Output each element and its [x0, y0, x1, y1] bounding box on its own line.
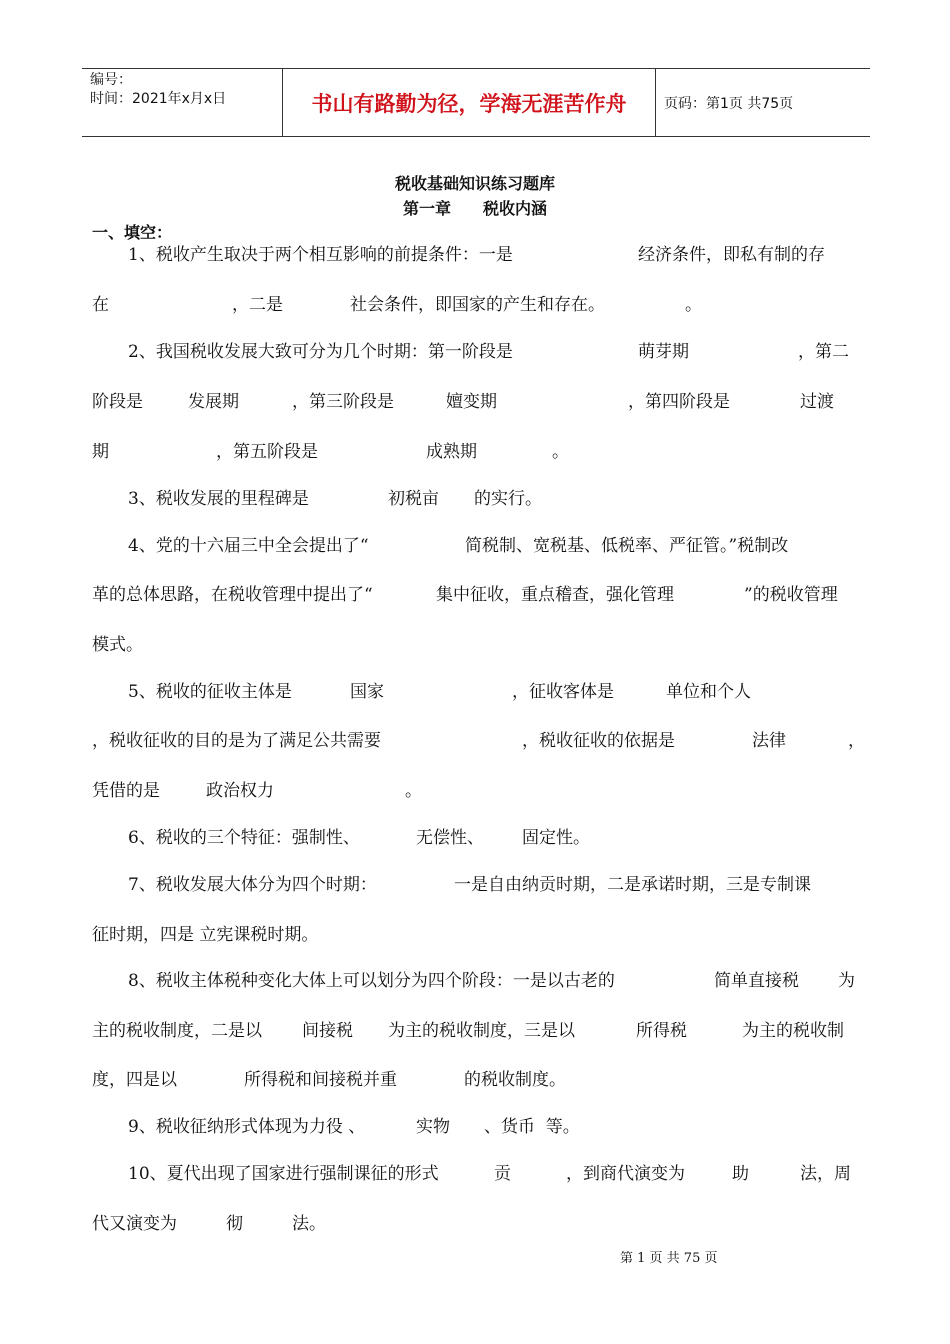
- answer-text: 简税制、宽税基、低税率、严征管。”税制改: [465, 536, 789, 556]
- answer-text: 社会条件，即国家的产生和存在。: [350, 295, 605, 315]
- text-segment: 在: [92, 295, 109, 315]
- text-segment: ，税收征收的依据是: [522, 731, 675, 751]
- answer-text: 简单直接税: [714, 971, 799, 991]
- answer-text: 成熟期: [426, 442, 477, 462]
- text-segment: ，第四阶段是: [628, 392, 730, 412]
- text-segment: 革的总体思路，在税收管理中提出了“: [92, 585, 373, 605]
- answer-text: 法律: [752, 731, 786, 751]
- answer-text: 发展期: [188, 392, 239, 412]
- answer-text: 期: [92, 442, 109, 462]
- text-segment: 。: [552, 442, 569, 462]
- text-segment: 、货币 等。: [484, 1117, 580, 1137]
- answer-text: 固定性。: [522, 828, 590, 848]
- text-segment: 。: [405, 781, 422, 801]
- text-segment: 5、税收的征收主体是: [128, 682, 292, 702]
- answer-text: 初税亩: [388, 489, 439, 509]
- section-title: 一、填空：: [92, 223, 173, 242]
- text-segment: 度，四是以: [92, 1070, 177, 1090]
- answer-text: 过渡: [800, 392, 834, 412]
- text-segment: 法。: [292, 1214, 326, 1234]
- text-segment: ，第二: [798, 342, 849, 362]
- answer-text: 一是自由纳贡时期，二是承诺时期，三是专制课: [454, 875, 811, 895]
- date-label: 时间：2021年x月x日: [90, 91, 227, 107]
- answer-text: 集中征收，重点稽查，强化管理: [436, 585, 674, 605]
- text-segment: 阶段是: [92, 392, 143, 412]
- text-segment: 2、我国税收发展大致可分为几个时期：第一阶段是: [128, 342, 513, 362]
- text-segment: ，到商代演变为: [566, 1164, 685, 1184]
- motto: 书山有路勤为径，学海无涯苦作舟: [282, 69, 656, 136]
- text-segment: 为: [838, 971, 855, 991]
- text-segment: 模式。: [92, 635, 143, 655]
- text-segment: ，第三阶段是: [292, 392, 394, 412]
- text-segment: 。: [685, 295, 702, 315]
- chapter-title: 第一章 税收内涵: [402, 199, 547, 218]
- text-segment: 为主的税收制度，三是以: [388, 1021, 575, 1041]
- text-segment: 征时期，四是 立宪课税时期。: [92, 925, 319, 945]
- text-segment: 的税收制度。: [464, 1070, 566, 1090]
- text-segment: ，: [848, 731, 865, 751]
- answer-text: 彻: [226, 1214, 243, 1234]
- text-segment: ，第五阶段是: [216, 442, 318, 462]
- answer-text: 所得税和间接税并重: [244, 1070, 397, 1090]
- page-info: 页码：第1页 共75页: [664, 95, 794, 112]
- header-left: [90, 71, 226, 109]
- answer-text: 政治权力: [206, 781, 274, 801]
- text-segment: 凭借的是: [92, 781, 160, 801]
- text-segment: 的实行。: [474, 489, 542, 509]
- text-segment: 8、税收主体税种变化大体上可以划分为四个阶段：一是以古老的: [128, 971, 615, 991]
- text-segment: 9、税收征纳形式体现为力役 、: [128, 1117, 366, 1137]
- text-segment: 6、税收的三个特征：强制性、: [128, 828, 360, 848]
- text-segment: 主的税收制度，二是以: [92, 1021, 262, 1041]
- text-segment: 4、党的十六届三中全会提出了“: [128, 536, 369, 556]
- text-segment: 为主的税收制: [742, 1021, 844, 1041]
- doc-title: 税收基础知识练习题库: [394, 174, 555, 193]
- answer-text: 嬗变期: [446, 392, 497, 412]
- answer-text: 贡: [494, 1164, 511, 1184]
- footer-page-number: 第 1 页 共 75 页: [620, 1251, 718, 1266]
- text-segment: 法，周: [800, 1164, 851, 1184]
- number-label: 编号：: [90, 72, 132, 88]
- answer-text: 国家: [350, 682, 384, 702]
- answer-text: 经济条件，即私有制的存: [638, 245, 825, 265]
- answer-text: 单位和个人: [666, 682, 751, 702]
- text-segment: 10、夏代出现了国家进行强制课征的形式: [128, 1164, 439, 1184]
- text-segment: ，税收征收的目的是为了满足公共需要: [92, 731, 381, 751]
- answer-text: 萌芽期: [638, 342, 689, 362]
- text-segment: ，二是: [232, 295, 283, 315]
- answer-text: 间接税: [302, 1021, 353, 1041]
- answer-text: 助: [732, 1164, 749, 1184]
- page-header: [82, 68, 870, 137]
- answer-text: 无偿性、: [416, 828, 484, 848]
- text-segment: ，征收客体是: [512, 682, 614, 702]
- text-segment: 代又演变为: [92, 1214, 177, 1234]
- text-segment: 3、税收发展的里程碑是: [128, 489, 309, 509]
- text-segment: 7、税收发展大体分为四个时期：: [128, 875, 377, 895]
- answer-text: 所得税: [636, 1021, 687, 1041]
- text-segment: 1、税收产生取决于两个相互影响的前提条件：一是: [128, 245, 513, 265]
- answer-text: 实物: [416, 1117, 450, 1137]
- text-segment: ”的税收管理: [744, 585, 838, 605]
